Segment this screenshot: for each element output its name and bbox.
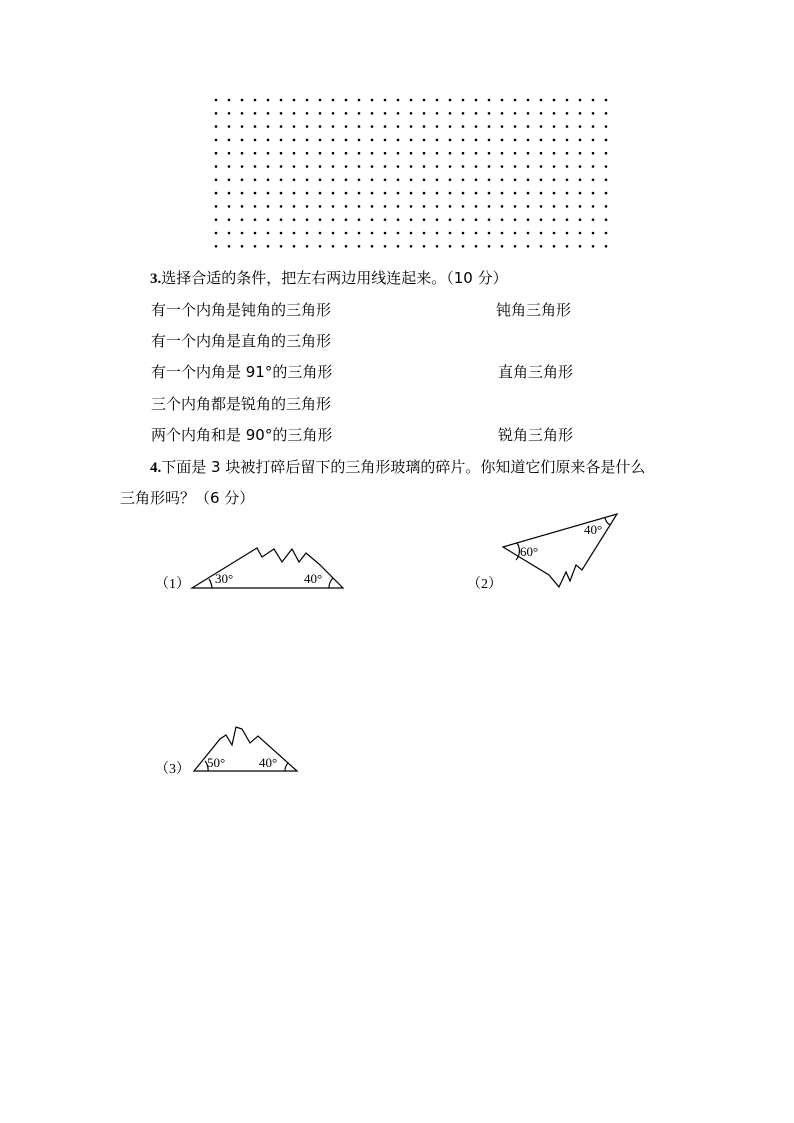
angle-arc-2a [516,543,519,560]
figure-1-angle-a: 30° [215,571,234,586]
figure-1-angle-b: 40° [304,571,323,586]
angle-arc-3b [285,763,288,771]
angle-arc-2b [605,518,610,525]
figure-2-angle-b: 40° [584,522,603,537]
question-4-text-line1: 下面是 3 块被打碎后留下的三角形玻璃的碎片。你知道它们原来各是什么 [161,458,646,476]
question-3-number: 3. [150,271,162,287]
figure-2-angle-a: 60° [520,544,539,559]
figure-3-angle-b: 40° [259,755,278,770]
figure-3-label: （3） [155,762,190,777]
figure-1-label: （1） [155,577,190,592]
figure-2-label: （2） [467,577,502,592]
figure-3-angle-a: 50° [207,755,226,770]
q3-right-item-1: 钝角三角形 [496,301,572,319]
q3-left-item-5: 两个内角和是 90°的三角形 [151,426,333,444]
question-4-number: 4. [150,460,162,476]
question-3-text: 选择合适的条件，把左右两边用线连起来。（10 分） [161,269,508,287]
q3-left-item-3: 有一个内角是 91°的三角形 [151,363,333,381]
q3-right-item-2: 直角三角形 [498,363,574,381]
q3-right-item-3: 锐角三角形 [498,426,574,444]
angle-arc-1a [209,579,212,588]
q3-left-item-2: 有一个内角是直角的三角形 [151,332,332,350]
q3-left-item-1: 有一个内角是钝角的三角形 [151,301,332,319]
q3-left-item-4: 三个内角都是锐角的三角形 [151,395,332,413]
question-4-text-line2: 三角形吗？（6 分） [120,489,255,507]
angle-arc-1b [329,578,333,588]
